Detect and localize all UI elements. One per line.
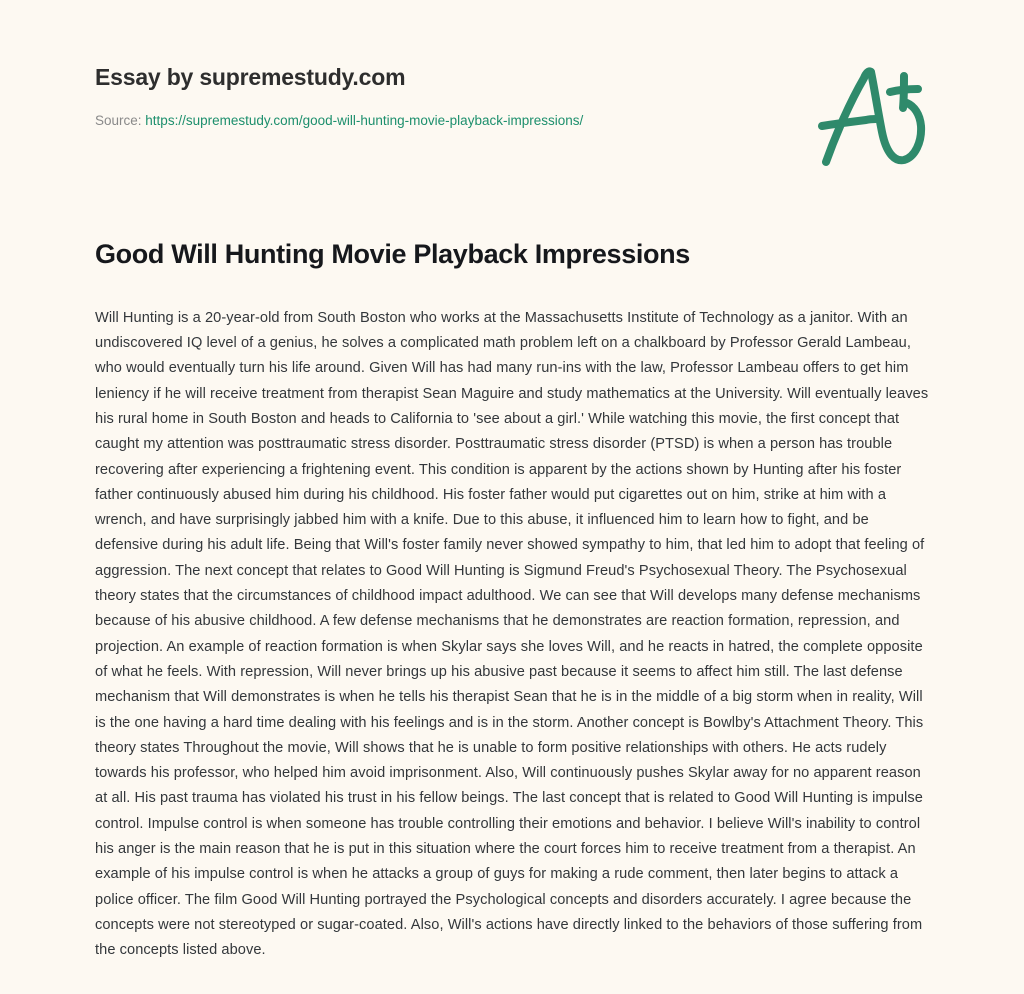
page-header [0, 0, 1024, 200]
page-title: Good Will Hunting Movie Playback Impressions [95, 239, 690, 269]
source-url-link[interactable]: https://supremestudy.com/good-will-hunting-movie-playback-impressions/ [145, 112, 584, 128]
a-plus-handwritten-icon [808, 56, 936, 172]
brand-byline: Essay by supremestudy.com [95, 64, 406, 90]
article-body-text: Will Hunting is a 20-year-old from South Boston who works at the Massachusetts Institute of Technology as a janitor. With an undiscovered IQ level of a genius, he solves a complicated math problem left on a chalkboard by Professor Gerald Lambeau, who would eventually turn his life around. Given Will has had many run-ins with the law, Professor Lambeau offers to get him leniency if he will receive treatment from therapist Sean Maguire and study mathematics at the University. Will eventually leaves his rural home in South Boston and heads to California to 'see about a girl.' While watching this movie, the first concept that caught my attention was posttraumatic stress disorder. Posttraumatic stress disorder (PTSD) is when a person has trouble recovering after experiencing a frightening event. This condition is apparent by the actions shown by Hunting after his foster father continuously abused him during his childhood. His foster father would put cigarettes out on him, strike at him with a wrench, and have surprisingly jabbed him with a knife. Due to this abuse, it influenced him to learn how to fight, and be defensive during his adult life. Being that Will's foster family never showed sympathy to him, that led him to adopt that feeling of aggression. The next concept that relates to Good Will Hunting is Sigmund Freud's Psychosexual Theory. The Psychosexual theory states that the circumstances of childhood impact adulthood. We can see that Will develops many defense mechanisms because of his abusive childhood. A few defense mechanisms that he demonstrates are reaction formation, repression, and projection. An example of reaction formation is when Skylar says she loves Will, and he reacts in hatred, the complete opposite of what he feels. With repression, Will never brings up his abusive past because it seems to affect him still. The last defense mechanism that Will demonstrates is when he tells his therapist Sean that he is in the middle of a big storm when in reality, Will is the one having a hard time dealing with his feelings and is in the storm. Another concept is Bowlby's Attachment Theory. This theory states Throughout the movie, Will shows that he is unable to form positive relationships with others. He acts rudely towards his professor, who helped him avoid imprisonment. Also, Will continuously pushes Skylar away for no apparent reason at all. His past trauma has violated his trust in his fellow beings. The last concept that is related to Good Will Hunting is impulse control. Impulse control is when someone has trouble controlling their emotions and behavior. I believe Will's inability to control his anger is the main reason that he is put in this situation where the court forces him to receive treatment from a therapist. An example of his impulse control is when he attacks a group of guys for making a rude comment, then later begins to attack a police officer. The film Good Will Hunting portrayed the Psychological concepts and disorders accurately. I agree because the concepts were not stereotyped or sugar-coated. Also, Will's actions have directly linked to the behaviors of those suffering from the concepts listed above. [95, 309, 929, 959]
source-label: Source: [95, 112, 142, 128]
header-text-block [95, 64, 795, 129]
source-line [95, 112, 795, 130]
a-plus-logo[interactable] [808, 56, 936, 172]
article [95, 238, 931, 963]
